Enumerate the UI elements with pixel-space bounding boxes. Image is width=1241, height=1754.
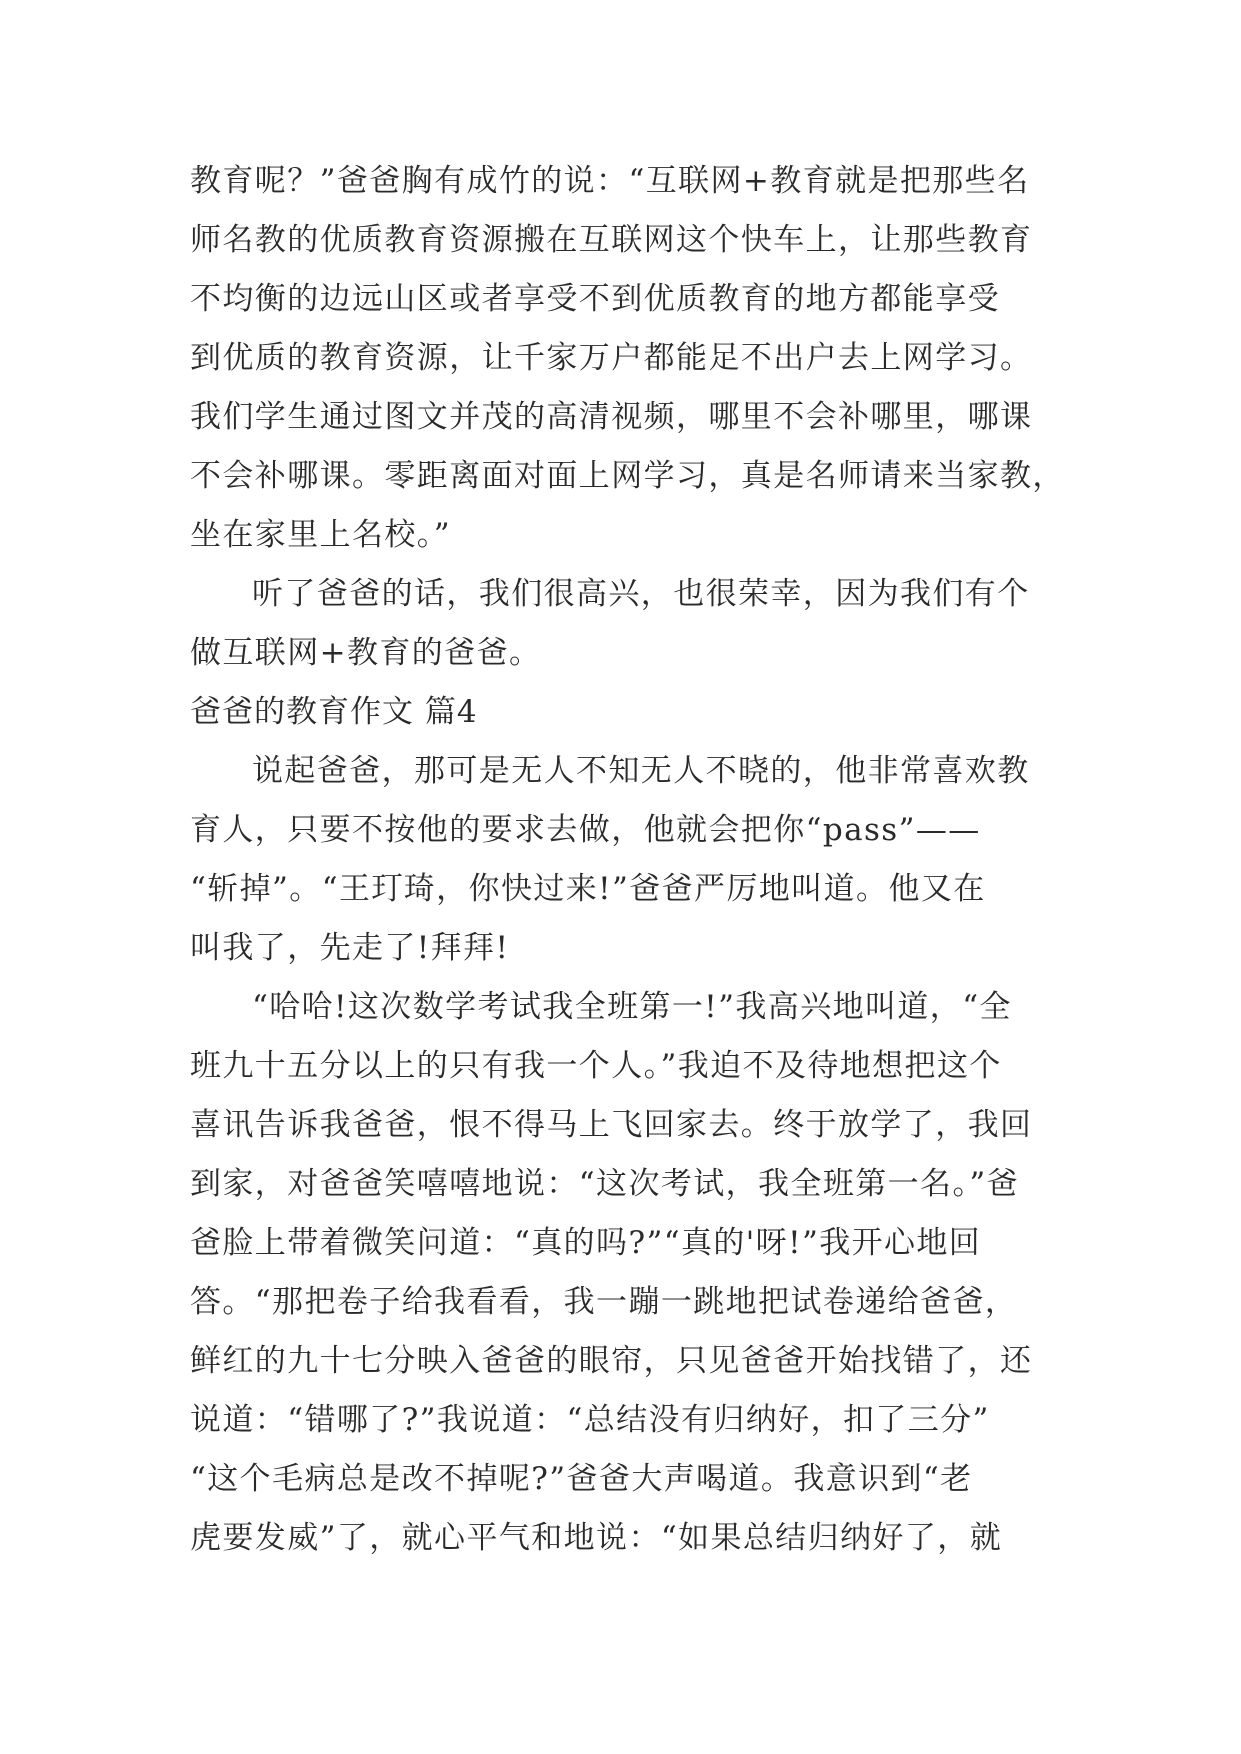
text-line: 不均衡的边远山区或者享受不到优质教育的地方都能享受 (190, 281, 1000, 317)
text-line: 喜讯告诉我爸爸，恨不得马上飞回家去。终于放学了，我回 (190, 1107, 1033, 1143)
text-line: 育人，只要不按他的要求去做，他就会把你“pass”—— (190, 812, 981, 848)
text-line: 我们学生通过图文并茂的高清视频，哪里不会补哪里，哪课 (190, 399, 1033, 435)
text-line: 叫我了，先走了!拜拜! (190, 930, 510, 966)
text-line: 说道：“错哪了?”我说道：“总结没有归纳好，扣了三分” (190, 1402, 990, 1438)
paragraph-first-line: “哈哈!这次数学考试我全班第一!”我高兴地叫道，“全 (252, 989, 1012, 1025)
text-line: 到优质的教育资源，让千家万户都能足不出户去上网学习。 (190, 340, 1033, 376)
text-line: 教育呢？”爸爸胸有成竹的说：“互联网+教育就是把那些名 (190, 163, 1030, 199)
text-line: 不会补哪课。零距离面对面上网学习，真是名师请来当家教， (190, 458, 1065, 494)
paragraph-first-line: 听了爸爸的话，我们很高兴，也很荣幸，因为我们有个 (252, 576, 1030, 612)
text-line: 做互联网+教育的爸爸。 (190, 635, 542, 671)
text-line: 答。“那把卷子给我看看，我一蹦一跳地把试卷递给爸爸， (190, 1284, 1018, 1320)
text-line: 坐在家里上名校。” (190, 517, 451, 553)
text-line: 鲜红的九十七分映入爸爸的眼帘，只见爸爸开始找错了，还 (190, 1343, 1033, 1379)
text-line: 师名教的优质教育资源搬在互联网这个快车上，让那些教育 (190, 222, 1033, 258)
text-line: “斩掉”。“王玎琦，你快过来!”爸爸严厉地叫道。他又在 (190, 871, 986, 907)
text-line: 班九十五分以上的只有我一个人。”我迫不及待地想把这个 (190, 1048, 1002, 1084)
text-line: 到家，对爸爸笑嘻嘻地说：“这次考试，我全班第一名。”爸 (190, 1166, 1019, 1202)
paragraph-first-line: 说起爸爸，那可是无人不知无人不晓的，他非常喜欢教 (252, 753, 1030, 789)
section-heading: 爸爸的教育作文 篇4 (190, 694, 478, 730)
text-line: 虎要发威”了，就心平气和地说：“如果总结归纳好了，就 (190, 1520, 1003, 1556)
text-line: 爸脸上带着微笑问道：“真的吗?”“真的'呀!”我开心地回 (190, 1225, 982, 1261)
text-line: “这个毛病总是改不掉呢?”爸爸大声喝道。我意识到“老 (190, 1461, 973, 1497)
document-body (190, 152, 1065, 1568)
